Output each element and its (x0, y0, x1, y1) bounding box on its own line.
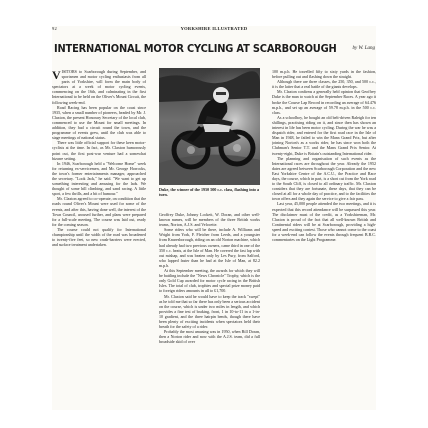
magazine-name: YORKSHIRE ILLUSTRATED (180, 26, 248, 31)
paragraph: Some riders who will be there, include A. Williams and Wright from York, F. Fletcher from Leeds, and a youngster from Knaresborough, riding on an old Norton machine, which had already had two previous owners, came third in one of the 350 c.c. heats, at the Isle of Man. He covered the fast lap with out mishap, and was beaten only by Les Pury, from Salford, who lapped faster than he had at the Isle of Man, at 82.2 m.p.h. (159, 227, 260, 268)
paragraph: 100 m.p.h. He travelled fifty to sixty yards in the fashion, before pulling out and flashing down the straight. (272, 69, 376, 80)
article-column-3 (272, 69, 376, 405)
paragraph: Mr. Claxton agreed to co-operate, on condition that the roads round Oliver's Mount were used for some of the events, and after this, having done well, the interest of the Town Council, aroused further, and plans were prepared for a full-scale meeting. The course was laid out, ready for the coming season. (52, 196, 146, 227)
running-header (52, 26, 376, 34)
paragraph: Probably the most amusing was in 1950, when Bill Doran, then a Norton rider and now with the A.J.S. team, did a full broadside skid of over (159, 329, 260, 345)
paragraph: Mr. Claxton confirms a generally held opinion that Geoffrey Duke is the man to watch at the September Races. A year ago it broke the Course Lap Record in recording an average of 64.476 m.p.h., and set up an average of 59.78 m.p.h. in the 500 c.c. class. (272, 89, 376, 115)
paragraph: Geoffrey Duke, Johnny Lockett, W. Doran, and other well-known names, will be members of the three British works teams, Norton, A.J.S. and Velocette. (159, 212, 260, 228)
article-column-1 (52, 69, 146, 405)
paragraph: Mr. Claxton said he would have to keep the track "swept" as he told me that so far there has only been a serious accident on the course, which is under two miles in length, and which provides a fine test of braking, front, 1 in 10-to-11 in a 1-in-10 gradient, and the three hairpin bends, though there have been plenty of exciting incidents when spectators held their breath for the safety of a rider. (159, 293, 260, 330)
paragraph: The planning and organisation of such events as the International races are throughout the year. Already the 1952 dates are agreed between Scarborough Corporation and the new East Yorkshire Centre of the A.C.U., the Practice and Race days, the course, which in part, is a short cut from the York road to the South Cliff, is closed to all ordinary traffic. Mr. Claxton considers that they are fortunate, these days, that they can be closed at all for a whole day of practice, and to the facilities the town offers and they again the service to give a fair pass. (272, 155, 376, 202)
paragraph (52, 69, 146, 105)
paragraph: Although there are three classes, the 250, 350, and 500 c.c., it is the latter that a real battle of the giants develops. (272, 79, 376, 90)
paragraph: Last year, 45,000 people attended the two meetings, and it is expected that this record attendance will be surpassed this year. The disclaimer must of the credit, as a Yorkshireman, Mr. Claxton is proud of the fact that all well-known British and Continental riders will be at Scarborough, providing a high-speed and exciting contest. Those who cannot come to the coast for a week-end can follow the events through frequent B.B.C. commentaries on the Light Programme. (272, 201, 376, 243)
drop-cap: V (52, 69, 61, 82)
article-byline: by W. Lang (352, 46, 375, 51)
magazine-page (52, 26, 376, 410)
motorcycle-racing-photo (159, 68, 260, 185)
title-row (52, 43, 376, 57)
paragraph-text: ISITORS to Scarborough during September, and sportsmen and motor cycling enthusiasts from all parts of Yorkshire, will form the main body of spectators at a week of motor cycling events, commencing on the 16th, and culminating in the first International to be held on the Oliver's Mount Circuit, the following week-end. (52, 69, 146, 105)
page-number: 92 (52, 26, 58, 31)
paragraph: There was little official support for these keen motor-cyclists at the time. In fact, as Mr. Claxton humorously point out, the first post-war venture had a somewhat bizarre setting. (52, 140, 146, 161)
paragraph: At this September meeting, the awards for which they will be battling include the "News Chronicle" Trophy, which is the only Gold Cup awarded for motor cycle racing in the British Isles. The total of club, trophies and special prize money paid to foreign riders amounts in all to £1,700. (159, 268, 260, 294)
paragraph: Road Racing has been popular on the coast since 1935, when a small number of pioneers, headed by Mr. J. Claxton, the present Honorary Secretary of the local club, commenced to use the Mount for small meetings. In addition, they had a circuit round the town, and the programme of events grew, until the club was able to stage meetings of national status. (52, 104, 146, 141)
article-title: INTERNATIONAL MOTOR CYCLING AT SCARBOROUGH (54, 43, 337, 55)
photo-caption: Duke, the winner of the 1950 500 c.c. class, flashing into a turn. (159, 187, 260, 197)
article-column-2 (159, 212, 260, 405)
paragraph: The course could not qualify for International championship until the width of the road was broadened to twenty-five feet, so new crash-barriers were erected, and surface treatment undertaken. (52, 226, 146, 248)
racer-photo-illustration (159, 68, 260, 185)
paragraph: In 1946, Scarborough held a "Welcome Home" week for returning ex-servicemen, and Mr. George Horrocks, the town's former entertainments manager, approached the secretary. "Look Jack," he said. "We want to get up something interesting and amusing for the lads. We thought of some hill climbing, and sand racing. A little sport, a few thrills, and a bit of humour." (52, 160, 146, 197)
paragraph: As a schoolboy, he bought an old belt-driven Raleigh for ten shillings, practising riding on it, and since then has shown an interest in life has been motor cycling. During the war he was a dispatch rider, and entered for the first road race in the Isle of Man in 1948, he failed to win the Manx Grand Prix, but after joining Norton's as a works rider, he has since won both the Clubman's Senior T.T. and the Manx Grand Prix Senior. At twenty-eight, Duke is Britain's outstanding International rider. (272, 114, 376, 156)
